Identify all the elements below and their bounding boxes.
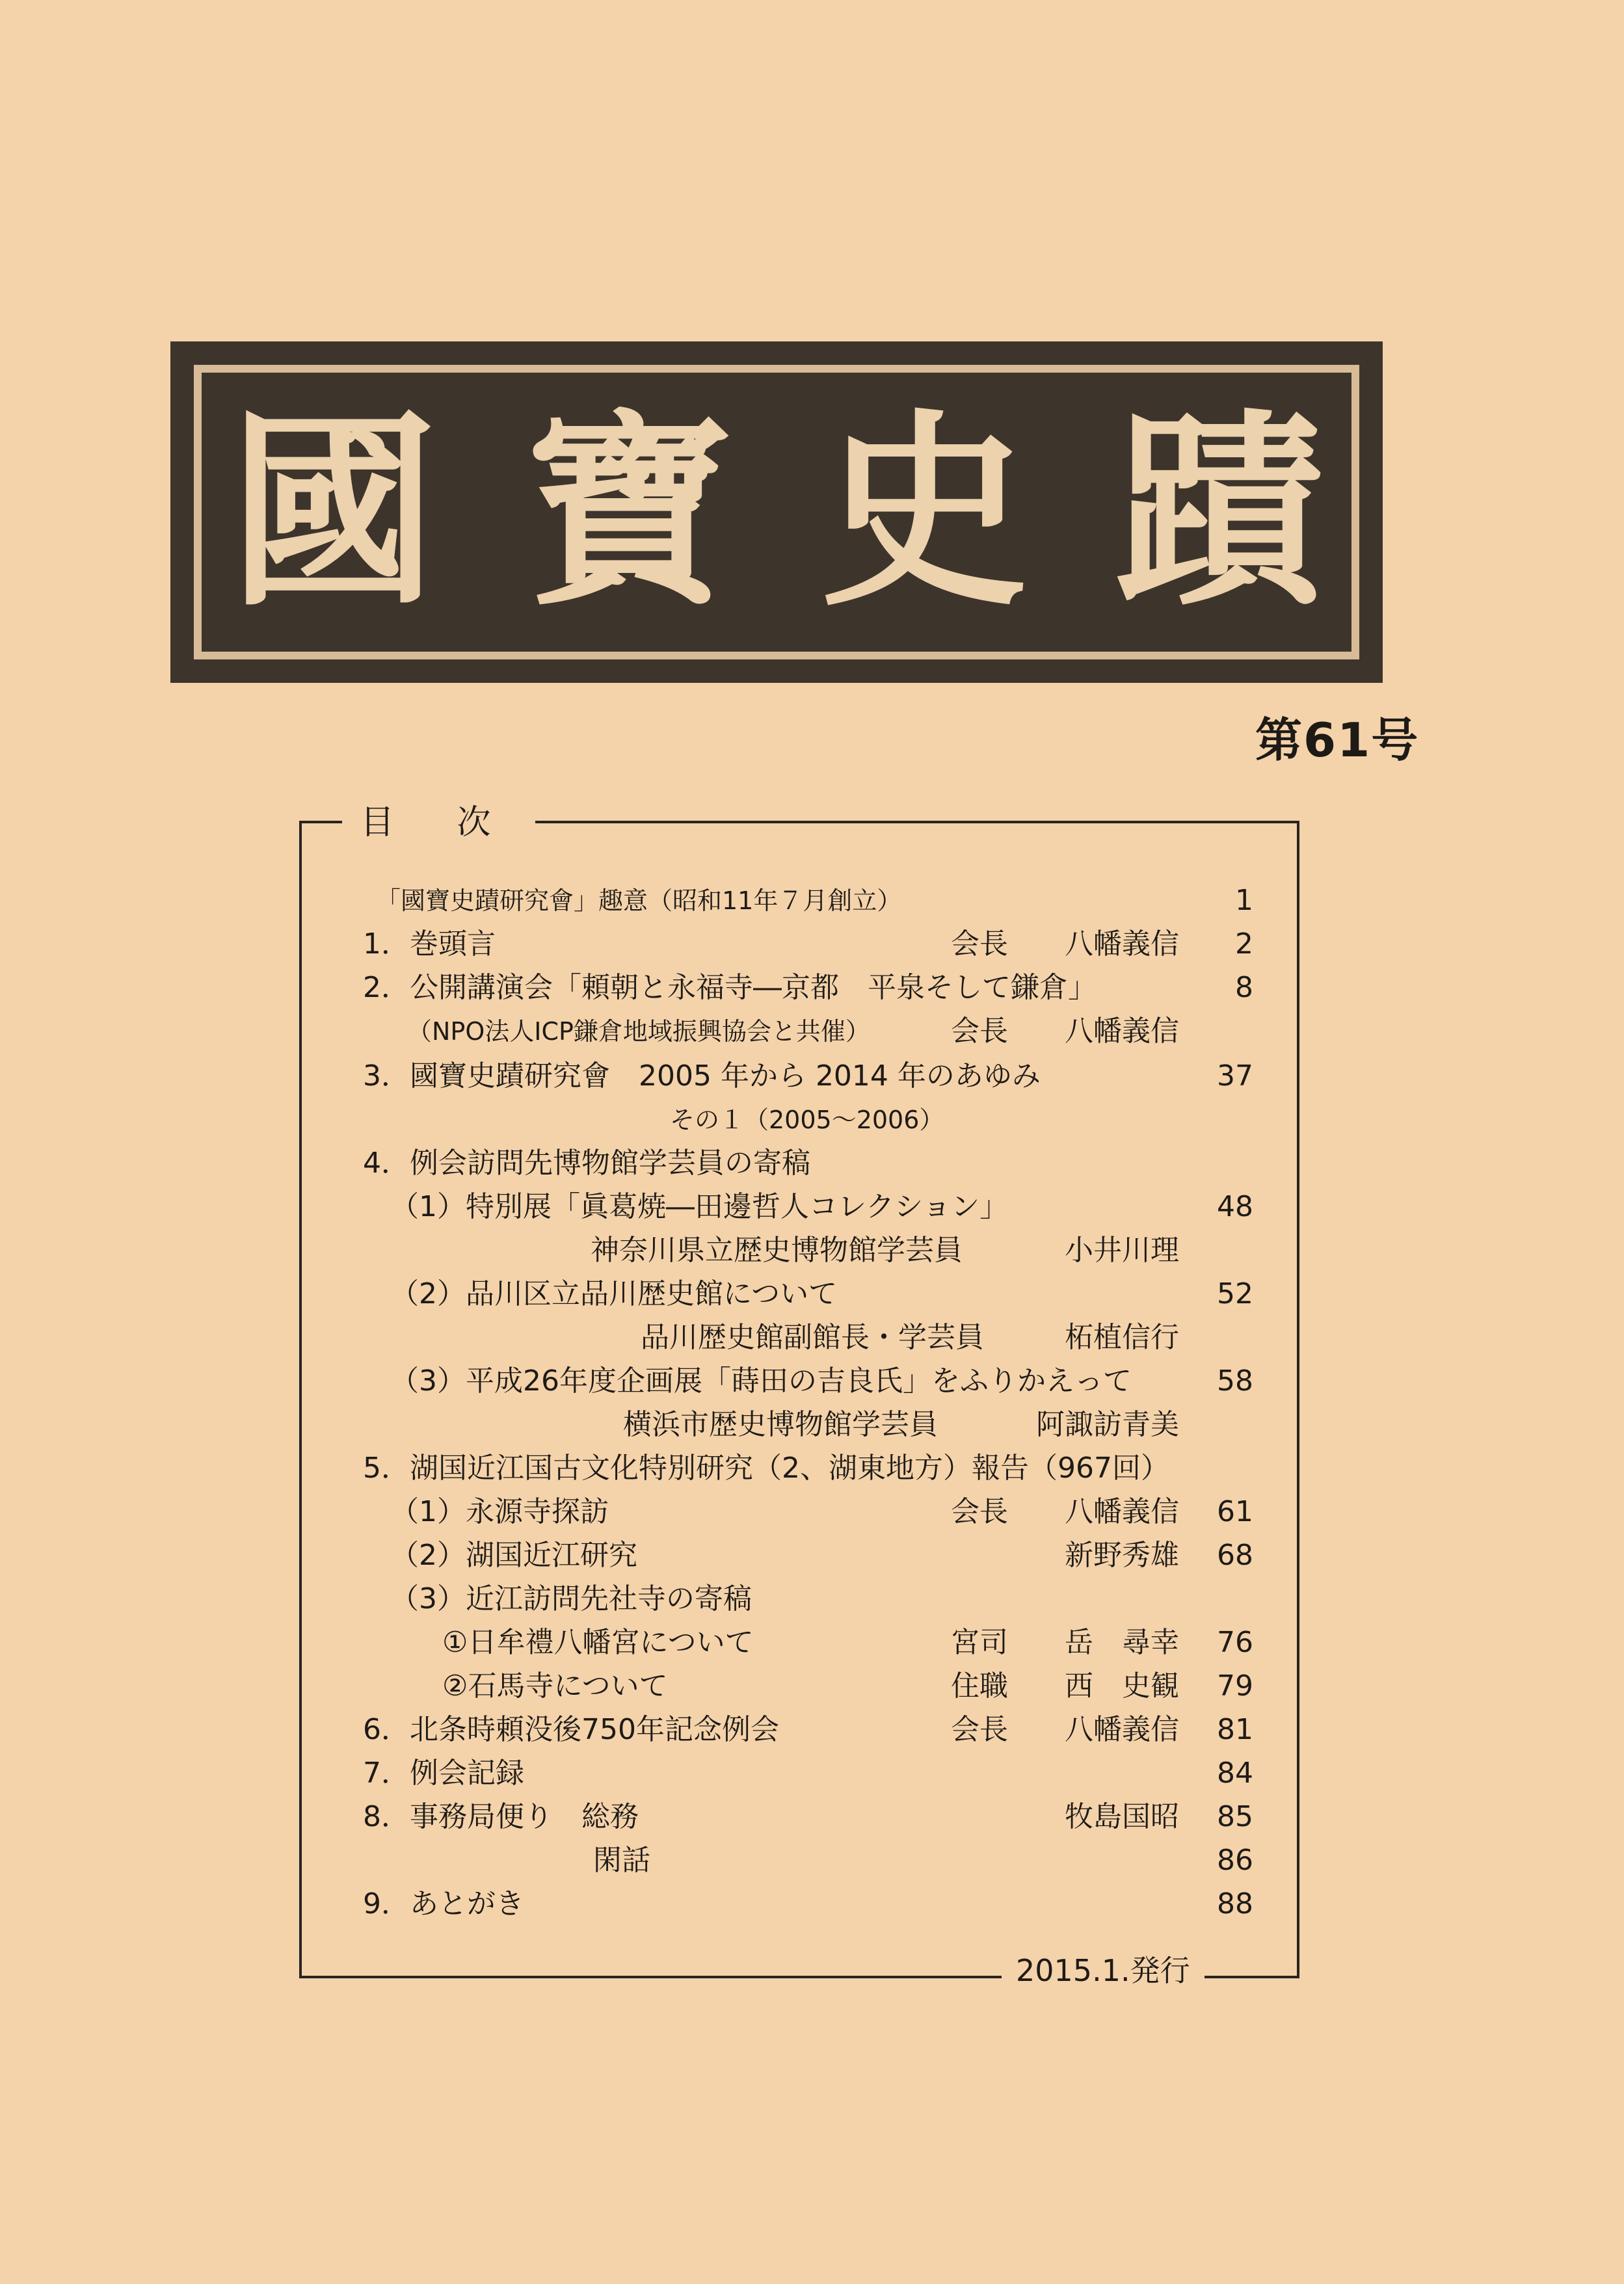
toc-entry-title: 9．あとがき [363, 1887, 524, 1920]
toc-row [0, 1011, 1624, 1052]
toc-entry-author: 八幡義信 [1065, 1713, 1179, 1746]
title-char-3: 史 [820, 390, 1029, 634]
toc-row [0, 923, 1624, 965]
toc-row [0, 1273, 1624, 1315]
toc-entry-title: その１（2005～2006） [670, 1106, 944, 1134]
toc-entry-title: 品川歴史館副館長・学芸員 [641, 1321, 984, 1354]
toc-row [0, 1753, 1624, 1794]
toc-entry-page: 37 [1217, 1059, 1253, 1093]
toc-entry-title: （1）特別展「眞葛焼―田邊哲人コレクション」 [390, 1190, 1009, 1223]
toc-row [0, 1578, 1624, 1620]
toc-entry-title: 4．例会訪問先博物館学芸員の寄稿 [363, 1147, 810, 1180]
toc-entry-author: 阿諏訪青美 [1036, 1408, 1179, 1441]
toc-entry-title: 1．巻頭言 [363, 927, 496, 961]
toc-entry-title: 横浜市歴史博物館学芸員 [623, 1408, 938, 1441]
toc-entry-author: 小井川理 [1065, 1234, 1179, 1267]
toc-entry-page: 84 [1217, 1757, 1253, 1790]
toc-entry-page: 48 [1217, 1190, 1253, 1223]
toc-entry-author: 八幡義信 [1065, 1015, 1179, 1048]
toc-entry-role: 住職 [951, 1669, 1008, 1703]
toc-entry-title: 3．國寶史蹟研究會 2005 年から 2014 年のあゆみ [363, 1059, 1041, 1093]
toc-row [0, 1404, 1624, 1446]
toc-entry-page: 2 [1235, 927, 1253, 961]
toc-entry-role: 会長 [951, 1713, 1008, 1746]
toc-heading: 目 次 [342, 795, 535, 843]
toc-entry-title: 神奈川県立歴史博物館学芸員 [591, 1234, 963, 1267]
toc-row [0, 1622, 1624, 1664]
toc-entry-title: （1）永源寺探訪 [390, 1495, 609, 1528]
toc-row [0, 1840, 1624, 1881]
journal-title [222, 380, 1331, 644]
toc-row [0, 1143, 1624, 1184]
toc-entry-author: 新野秀雄 [1065, 1539, 1179, 1572]
toc-row [0, 1448, 1624, 1489]
toc-entry-title: 5．湖国近江国古文化特別研究（2、湖東地方）報告（967回） [363, 1452, 1169, 1485]
toc-entry-page: 1 [1235, 884, 1253, 917]
toc-entry-title: （2）湖国近江研究 [390, 1539, 637, 1572]
toc-row [0, 1491, 1624, 1533]
toc-entry-author: 岳 尋幸 [1065, 1626, 1179, 1659]
toc-entry-role: 会長 [951, 1015, 1008, 1048]
toc-entry-page: 8 [1235, 971, 1253, 1004]
title-char-2: 寶 [524, 390, 733, 634]
toc-entry-title: （3）近江訪問先社寺の寄稿 [390, 1582, 752, 1615]
toc-row [0, 1099, 1624, 1141]
toc-entry-title: 閑話 [593, 1844, 650, 1877]
toc-entry-page: 86 [1217, 1844, 1253, 1877]
toc-row [0, 1709, 1624, 1751]
toc-row [0, 1361, 1624, 1402]
toc-entry-page: 81 [1217, 1713, 1253, 1746]
title-char-1: 國 [229, 390, 437, 634]
toc-row [0, 1883, 1624, 1925]
toc-row [0, 1186, 1624, 1228]
toc-entry-role: 会長 [951, 927, 1008, 961]
toc-entry-author: 柘植信行 [1065, 1321, 1179, 1354]
toc-entry-title: （3）平成26年度企画展「蒔田の吉良氏」をふりかえって [390, 1364, 1132, 1398]
toc-entry-title: （NPO法人ICP鎌倉地域振興協会と共催） [407, 1017, 870, 1046]
toc-entry-author: 八幡義信 [1065, 927, 1179, 961]
toc-row [0, 1796, 1624, 1838]
toc-row [0, 1230, 1624, 1271]
toc-entry-title: 7．例会記録 [363, 1757, 524, 1790]
toc-entry-role: 宮司 [951, 1626, 1008, 1659]
title-char-4: 蹟 [1115, 390, 1324, 634]
toc-entry-title: 「國寶史蹟研究會」趣意（昭和11年７月創立） [376, 886, 902, 915]
toc-row [0, 1666, 1624, 1707]
toc-entry-page: 52 [1217, 1277, 1253, 1310]
journal-title-plate [170, 341, 1383, 683]
toc-entry-page: 85 [1217, 1800, 1253, 1833]
toc-entry-author: 八幡義信 [1065, 1495, 1179, 1528]
issue-date: 2015.1.発行 [1002, 1947, 1205, 1990]
toc-entry-page: 68 [1217, 1539, 1253, 1572]
toc-entry-author: 西 史観 [1065, 1669, 1179, 1703]
toc-entry-role: 会長 [951, 1495, 1008, 1528]
toc-row [0, 880, 1624, 922]
toc-entry-title: 2．公開講演会「頼朝と永福寺―京都 平泉そして鎌倉」 [363, 971, 1097, 1004]
issue-number: 第61号 [1255, 713, 1420, 767]
toc-row [0, 967, 1624, 1009]
toc-row [0, 1317, 1624, 1359]
toc-entry-title: ②石馬寺について [442, 1669, 668, 1703]
toc-row [0, 1056, 1624, 1097]
toc-entry-page: 58 [1217, 1364, 1253, 1398]
toc-entry-title: 6．北条時頼没後750年記念例会 [363, 1713, 779, 1746]
toc-row [0, 1535, 1624, 1576]
toc-entry-page: 76 [1217, 1626, 1253, 1659]
toc-entry-page: 61 [1217, 1495, 1253, 1528]
toc-entry-author: 牧島国昭 [1065, 1800, 1179, 1833]
toc-entry-page: 88 [1217, 1887, 1253, 1920]
toc-entry-title: 8．事務局便り 総務 [363, 1800, 639, 1833]
toc-entry-title: ①日牟禮八幡宮について [442, 1626, 754, 1659]
toc-entry-title: （2）品川区立品川歴史館について [390, 1277, 838, 1310]
toc-entry-page: 79 [1217, 1669, 1253, 1703]
